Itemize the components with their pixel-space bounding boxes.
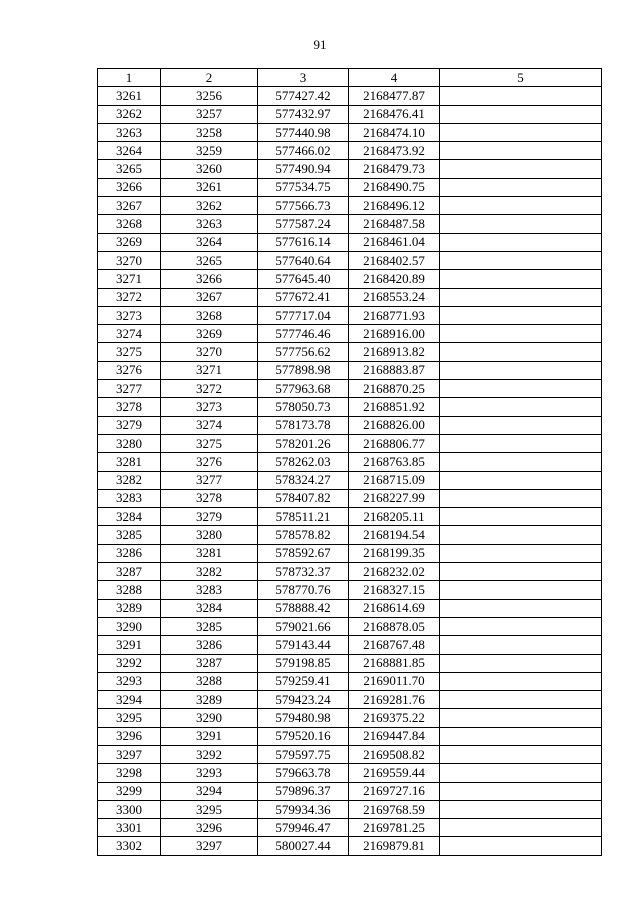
table-cell-col-1: 3291 <box>98 636 161 654</box>
page-number: 91 <box>313 37 327 52</box>
table-cell-col-2: 3284 <box>161 599 258 617</box>
table-cell-col-3: 579520.16 <box>258 727 349 745</box>
table-cell-col-2: 3283 <box>161 581 258 599</box>
table-cell-col-4: 2168614.69 <box>349 599 440 617</box>
table-cell-col-3: 579663.78 <box>258 764 349 782</box>
table-cell-col-2: 3266 <box>161 270 258 288</box>
table-header-row <box>98 69 602 87</box>
table-cell-col-2: 3262 <box>161 197 258 215</box>
table-row <box>98 361 602 379</box>
table-row <box>98 270 602 288</box>
table-cell-col-1: 3286 <box>98 544 161 562</box>
table-cell-col-1: 3275 <box>98 343 161 361</box>
table-cell-col-4: 2168474.10 <box>349 123 440 141</box>
column-header-3: 3 <box>258 69 349 87</box>
table-cell-col-1: 3289 <box>98 599 161 617</box>
table-cell-col-3: 579480.98 <box>258 709 349 727</box>
table-row <box>98 306 602 324</box>
table-row <box>98 544 602 562</box>
table-cell-col-1: 3302 <box>98 837 161 855</box>
table-cell-col-1: 3262 <box>98 105 161 123</box>
table-cell-col-3: 577672.41 <box>258 288 349 306</box>
table-row <box>98 654 602 672</box>
table-cell-col-5 <box>440 380 602 398</box>
table-cell-col-5 <box>440 361 602 379</box>
table-cell-col-3: 577490.94 <box>258 160 349 178</box>
table-cell-col-2: 3275 <box>161 434 258 452</box>
table-cell-col-3: 579259.41 <box>258 672 349 690</box>
table-cell-col-3: 578578.82 <box>258 526 349 544</box>
table-row <box>98 123 602 141</box>
table-cell-col-1: 3295 <box>98 709 161 727</box>
table-cell-col-5 <box>440 434 602 452</box>
table-cell-col-4: 2168806.77 <box>349 434 440 452</box>
table-cell-col-5 <box>440 636 602 654</box>
table-cell-col-5 <box>440 416 602 434</box>
table-cell-col-5 <box>440 745 602 763</box>
table-cell-col-2: 3277 <box>161 471 258 489</box>
table-cell-col-2: 3258 <box>161 123 258 141</box>
table-cell-col-4: 2168883.87 <box>349 361 440 379</box>
table-cell-col-1: 3296 <box>98 727 161 745</box>
table-cell-col-1: 3280 <box>98 434 161 452</box>
table-row <box>98 782 602 800</box>
table-cell-col-4: 2168199.35 <box>349 544 440 562</box>
table-row <box>98 87 602 105</box>
table-cell-col-4: 2168402.57 <box>349 251 440 269</box>
table-cell-col-3: 577427.42 <box>258 87 349 105</box>
table-row <box>98 837 602 855</box>
table-cell-col-1: 3266 <box>98 178 161 196</box>
table-cell-col-3: 577898.98 <box>258 361 349 379</box>
table-cell-col-4: 2168553.24 <box>349 288 440 306</box>
table-cell-col-1: 3261 <box>98 87 161 105</box>
table-cell-col-5 <box>440 233 602 251</box>
table-cell-col-4: 2169781.25 <box>349 819 440 837</box>
table-cell-col-2: 3286 <box>161 636 258 654</box>
table-row <box>98 764 602 782</box>
table-cell-col-4: 2168194.54 <box>349 526 440 544</box>
table-cell-col-5 <box>440 398 602 416</box>
table-cell-col-5 <box>440 142 602 160</box>
table-cell-col-4: 2168916.00 <box>349 325 440 343</box>
table-cell-col-4: 2168205.11 <box>349 508 440 526</box>
table-cell-col-1: 3274 <box>98 325 161 343</box>
table-cell-col-1: 3272 <box>98 288 161 306</box>
table-cell-col-1: 3282 <box>98 471 161 489</box>
table-cell-col-1: 3297 <box>98 745 161 763</box>
table-row <box>98 636 602 654</box>
table-row <box>98 398 602 416</box>
table-cell-col-1: 3268 <box>98 215 161 233</box>
table-cell-col-2: 3263 <box>161 215 258 233</box>
column-header-2: 2 <box>161 69 258 87</box>
table-row <box>98 526 602 544</box>
table-row <box>98 197 602 215</box>
table-cell-col-5 <box>440 764 602 782</box>
table-cell-col-1: 3298 <box>98 764 161 782</box>
table-cell-col-5 <box>440 471 602 489</box>
table-cell-col-2: 3265 <box>161 251 258 269</box>
table-cell-col-5 <box>440 325 602 343</box>
table-cell-col-2: 3296 <box>161 819 258 837</box>
table-row <box>98 325 602 343</box>
table-cell-col-5 <box>440 691 602 709</box>
table-cell-col-3: 577432.97 <box>258 105 349 123</box>
table-cell-col-1: 3271 <box>98 270 161 288</box>
table-cell-col-3: 577640.64 <box>258 251 349 269</box>
table-cell-col-1: 3294 <box>98 691 161 709</box>
table-cell-col-5 <box>440 544 602 562</box>
table-cell-col-5 <box>440 654 602 672</box>
table-cell-col-5 <box>440 709 602 727</box>
table-row <box>98 178 602 196</box>
table-cell-col-3: 577717.04 <box>258 306 349 324</box>
table-cell-col-3: 579198.85 <box>258 654 349 672</box>
table-cell-col-1: 3265 <box>98 160 161 178</box>
table-cell-col-3: 579597.75 <box>258 745 349 763</box>
table-cell-col-2: 3290 <box>161 709 258 727</box>
table-cell-col-2: 3287 <box>161 654 258 672</box>
table-cell-col-3: 578888.42 <box>258 599 349 617</box>
table-cell-col-3: 577963.68 <box>258 380 349 398</box>
table-cell-col-4: 2168763.85 <box>349 453 440 471</box>
table-cell-col-3: 579021.66 <box>258 617 349 635</box>
table-cell-col-2: 3292 <box>161 745 258 763</box>
table-cell-col-4: 2169768.59 <box>349 800 440 818</box>
table-cell-col-4: 2168826.00 <box>349 416 440 434</box>
table-cell-col-2: 3256 <box>161 87 258 105</box>
table-row <box>98 800 602 818</box>
table-row <box>98 672 602 690</box>
table-cell-col-4: 2169011.70 <box>349 672 440 690</box>
table-cell-col-5 <box>440 489 602 507</box>
table-row <box>98 745 602 763</box>
table-cell-col-2: 3279 <box>161 508 258 526</box>
table-cell-col-5 <box>440 819 602 837</box>
table-cell-col-2: 3278 <box>161 489 258 507</box>
table-cell-col-4: 2168878.05 <box>349 617 440 635</box>
table-cell-col-2: 3280 <box>161 526 258 544</box>
table-cell-col-5 <box>440 251 602 269</box>
table-cell-col-3: 577616.14 <box>258 233 349 251</box>
table-row <box>98 489 602 507</box>
table-cell-col-5 <box>440 599 602 617</box>
table-row <box>98 288 602 306</box>
table-cell-col-3: 578201.26 <box>258 434 349 452</box>
table-cell-col-5 <box>440 617 602 635</box>
column-header-1: 1 <box>98 69 161 87</box>
table-cell-col-4: 2168715.09 <box>349 471 440 489</box>
table-row <box>98 581 602 599</box>
table-row <box>98 233 602 251</box>
table-cell-col-5 <box>440 837 602 855</box>
table-cell-col-4: 2168767.48 <box>349 636 440 654</box>
table-cell-col-3: 577566.73 <box>258 197 349 215</box>
table-cell-col-4: 2168477.87 <box>349 87 440 105</box>
table-cell-col-1: 3300 <box>98 800 161 818</box>
table-cell-col-5 <box>440 178 602 196</box>
table-cell-col-1: 3288 <box>98 581 161 599</box>
table-row <box>98 691 602 709</box>
table-body <box>98 87 602 855</box>
table-cell-col-1: 3277 <box>98 380 161 398</box>
table-cell-col-2: 3267 <box>161 288 258 306</box>
table-cell-col-3: 579934.36 <box>258 800 349 818</box>
table-cell-col-2: 3269 <box>161 325 258 343</box>
column-header-4: 4 <box>349 69 440 87</box>
table-cell-col-1: 3290 <box>98 617 161 635</box>
table-row <box>98 563 602 581</box>
table-cell-col-2: 3274 <box>161 416 258 434</box>
table-cell-col-2: 3294 <box>161 782 258 800</box>
table-cell-col-4: 2168870.25 <box>349 380 440 398</box>
table-cell-col-5 <box>440 123 602 141</box>
table-cell-col-4: 2168490.75 <box>349 178 440 196</box>
table-cell-col-4: 2169727.16 <box>349 782 440 800</box>
table-cell-col-1: 3285 <box>98 526 161 544</box>
table-cell-col-4: 2168473.92 <box>349 142 440 160</box>
table-cell-col-3: 579423.24 <box>258 691 349 709</box>
table-cell-col-5 <box>440 782 602 800</box>
table-cell-col-4: 2169508.82 <box>349 745 440 763</box>
table-cell-col-1: 3267 <box>98 197 161 215</box>
table-cell-col-2: 3291 <box>161 727 258 745</box>
table-cell-col-5 <box>440 727 602 745</box>
table-cell-col-2: 3268 <box>161 306 258 324</box>
table-row <box>98 434 602 452</box>
table-cell-col-5 <box>440 526 602 544</box>
table-cell-col-4: 2169879.81 <box>349 837 440 855</box>
table-cell-col-2: 3295 <box>161 800 258 818</box>
table-cell-col-1: 3273 <box>98 306 161 324</box>
table-cell-col-1: 3269 <box>98 233 161 251</box>
table-cell-col-5 <box>440 270 602 288</box>
table-cell-col-1: 3299 <box>98 782 161 800</box>
table-row <box>98 215 602 233</box>
table-cell-col-5 <box>440 87 602 105</box>
table-cell-col-4: 2169559.44 <box>349 764 440 782</box>
table-cell-col-3: 578511.21 <box>258 508 349 526</box>
table-cell-col-2: 3273 <box>161 398 258 416</box>
table-row <box>98 142 602 160</box>
table-cell-col-5 <box>440 453 602 471</box>
coordinates-table <box>97 68 602 856</box>
table-cell-col-2: 3259 <box>161 142 258 160</box>
table-row <box>98 251 602 269</box>
table-cell-col-1: 3270 <box>98 251 161 269</box>
table-cell-col-5 <box>440 508 602 526</box>
column-header-5: 5 <box>440 69 602 87</box>
table-cell-col-3: 578050.73 <box>258 398 349 416</box>
table-cell-col-4: 2169447.84 <box>349 727 440 745</box>
table-cell-col-5 <box>440 800 602 818</box>
table-row <box>98 105 602 123</box>
table-cell-col-3: 578732.37 <box>258 563 349 581</box>
table-cell-col-1: 3293 <box>98 672 161 690</box>
table-cell-col-1: 3281 <box>98 453 161 471</box>
table-cell-col-3: 578592.67 <box>258 544 349 562</box>
table-cell-col-1: 3301 <box>98 819 161 837</box>
table-cell-col-4: 2168461.04 <box>349 233 440 251</box>
table-cell-col-2: 3264 <box>161 233 258 251</box>
table-row <box>98 819 602 837</box>
table-cell-col-2: 3272 <box>161 380 258 398</box>
table-cell-col-2: 3281 <box>161 544 258 562</box>
table-cell-col-3: 577466.02 <box>258 142 349 160</box>
table-cell-col-2: 3289 <box>161 691 258 709</box>
table-cell-col-2: 3257 <box>161 105 258 123</box>
table-cell-col-1: 3279 <box>98 416 161 434</box>
table-cell-col-2: 3288 <box>161 672 258 690</box>
table-row <box>98 380 602 398</box>
table-cell-col-1: 3287 <box>98 563 161 581</box>
table-cell-col-1: 3283 <box>98 489 161 507</box>
table-cell-col-3: 578173.78 <box>258 416 349 434</box>
table-cell-col-2: 3271 <box>161 361 258 379</box>
table-row <box>98 453 602 471</box>
table-cell-col-3: 577587.24 <box>258 215 349 233</box>
table-cell-col-3: 579946.47 <box>258 819 349 837</box>
table-row <box>98 508 602 526</box>
table-cell-col-2: 3260 <box>161 160 258 178</box>
table-row <box>98 599 602 617</box>
table-cell-col-3: 578770.76 <box>258 581 349 599</box>
table-cell-col-1: 3278 <box>98 398 161 416</box>
table-row <box>98 343 602 361</box>
table-cell-col-1: 3263 <box>98 123 161 141</box>
table-cell-col-5 <box>440 343 602 361</box>
table-row <box>98 160 602 178</box>
table-cell-col-2: 3261 <box>161 178 258 196</box>
table-cell-col-5 <box>440 672 602 690</box>
table-cell-col-1: 3264 <box>98 142 161 160</box>
table-cell-col-4: 2168476.41 <box>349 105 440 123</box>
table-cell-col-3: 579896.37 <box>258 782 349 800</box>
table-cell-col-4: 2168913.82 <box>349 343 440 361</box>
table-cell-col-3: 579143.44 <box>258 636 349 654</box>
table-cell-col-3: 578324.27 <box>258 471 349 489</box>
table-row <box>98 471 602 489</box>
table-cell-col-2: 3276 <box>161 453 258 471</box>
table-cell-col-4: 2168232.02 <box>349 563 440 581</box>
table-cell-col-4: 2168851.92 <box>349 398 440 416</box>
table-cell-col-4: 2168479.73 <box>349 160 440 178</box>
table-row <box>98 727 602 745</box>
table-cell-col-5 <box>440 197 602 215</box>
table-cell-col-1: 3276 <box>98 361 161 379</box>
table-cell-col-5 <box>440 288 602 306</box>
table-cell-col-3: 577645.40 <box>258 270 349 288</box>
table-cell-col-2: 3297 <box>161 837 258 855</box>
table-cell-col-5 <box>440 105 602 123</box>
table-cell-col-5 <box>440 581 602 599</box>
table-row <box>98 617 602 635</box>
table-cell-col-3: 580027.44 <box>258 837 349 855</box>
table-cell-col-1: 3292 <box>98 654 161 672</box>
table-row <box>98 709 602 727</box>
table-cell-col-4: 2168327.15 <box>349 581 440 599</box>
table-cell-col-4: 2168881.85 <box>349 654 440 672</box>
table-cell-col-4: 2169281.76 <box>349 691 440 709</box>
table-cell-col-3: 578407.82 <box>258 489 349 507</box>
table-cell-col-4: 2168227.99 <box>349 489 440 507</box>
table-cell-col-4: 2168487.58 <box>349 215 440 233</box>
table-cell-col-3: 577746.46 <box>258 325 349 343</box>
table-cell-col-4: 2168771.93 <box>349 306 440 324</box>
table-cell-col-3: 577534.75 <box>258 178 349 196</box>
table-cell-col-4: 2168496.12 <box>349 197 440 215</box>
table-cell-col-3: 577756.62 <box>258 343 349 361</box>
table-cell-col-5 <box>440 306 602 324</box>
table-cell-col-3: 578262.03 <box>258 453 349 471</box>
table-cell-col-4: 2169375.22 <box>349 709 440 727</box>
table-cell-col-4: 2168420.89 <box>349 270 440 288</box>
table-cell-col-2: 3282 <box>161 563 258 581</box>
table-cell-col-3: 577440.98 <box>258 123 349 141</box>
table-cell-col-2: 3285 <box>161 617 258 635</box>
table-cell-col-5 <box>440 563 602 581</box>
table-row <box>98 416 602 434</box>
table-cell-col-5 <box>440 160 602 178</box>
table-cell-col-2: 3293 <box>161 764 258 782</box>
table-cell-col-2: 3270 <box>161 343 258 361</box>
table-cell-col-5 <box>440 215 602 233</box>
table-cell-col-1: 3284 <box>98 508 161 526</box>
